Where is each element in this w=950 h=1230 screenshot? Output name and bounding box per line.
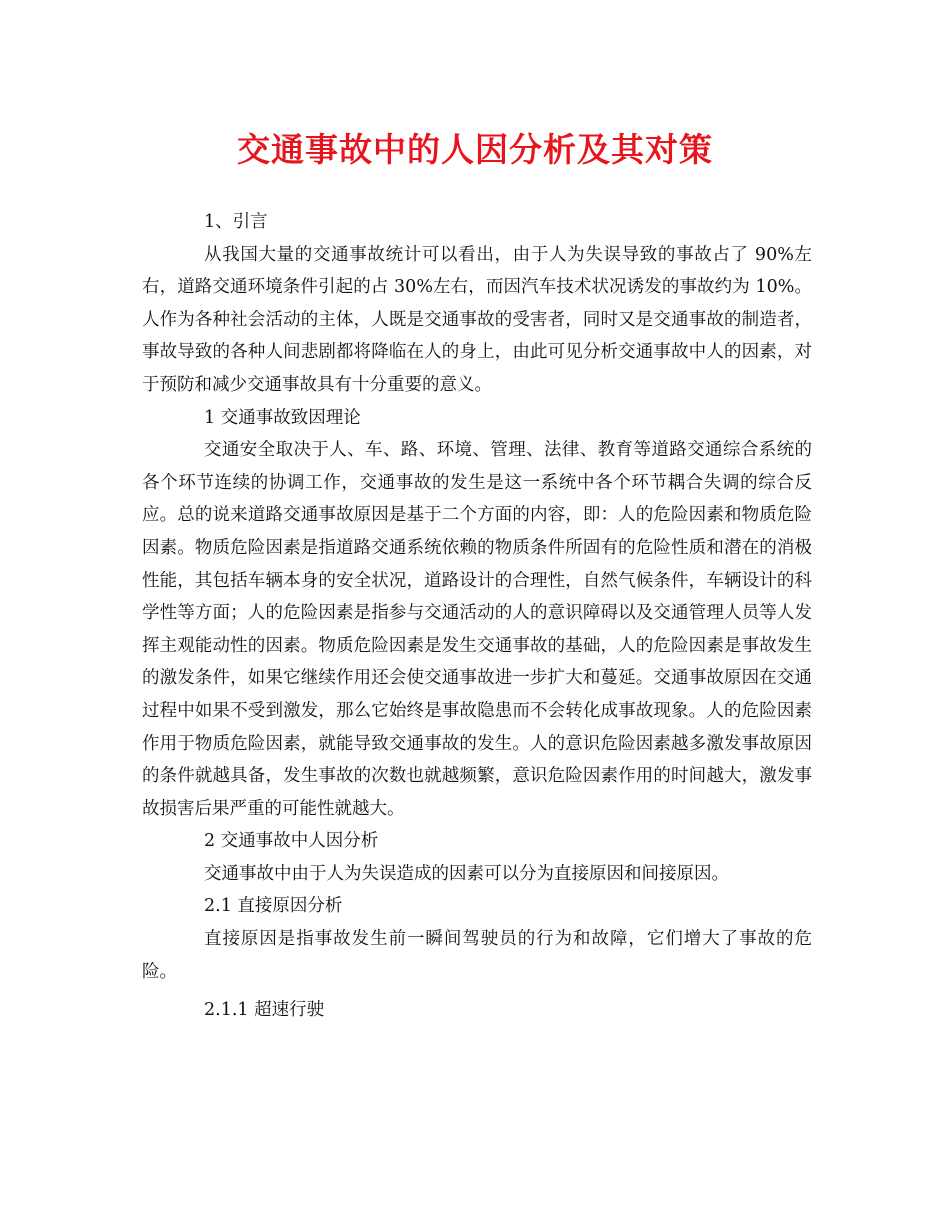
paragraph-direct-cause: 直接原因是指事故发生前一瞬间驾驶员的行为和故障，它们增大了事故的危险。 bbox=[142, 929, 812, 982]
section-heading-speeding: 2.1.1 超速行驶 bbox=[204, 1000, 325, 1021]
section-heading-human-factor-analysis: 2 交通事故中人因分析 bbox=[204, 831, 379, 852]
section-heading-intro: 1、引言 bbox=[204, 212, 268, 232]
document-title: 交通事故中的人因分析及其对策 bbox=[237, 130, 713, 169]
paragraph-human-factor-analysis: 交通事故中由于人为失误造成的因素可以分为直接原因和间接原因。 bbox=[204, 863, 729, 884]
section-heading-causation-theory: 1 交通事故致因理论 bbox=[204, 407, 361, 428]
section-heading-direct-cause: 2.1 直接原因分析 bbox=[204, 896, 343, 917]
document-body bbox=[142, 206, 812, 1027]
paragraph-intro: 从我国大量的交通事故统计可以看出，由于人为失误导致的事故占了 90%左右，道路交通环境条件引起的占 30%左右，而因汽车技术状况诱发的事故约为 10%。人作为各种社会活动的主体，人既是交通事故的受害者，同时又是交通事故的制造者，事故导致的各种人间悲剧都将降临在人的身上，由此可见分析交通事故中人的因素，对于预防和减少交通事故具有十分重要的意义。 bbox=[142, 244, 812, 395]
paragraph-causation-theory: 交通安全取决于人、车、路、环境、管理、法律、教育等道路交通综合系统的各个环节连续的协调工作，交通事故的发生是这一系统中各个环节耦合失调的综合反应。总的说来道路交通事故原因是基于二个方面的内容，即：人的危险因素和物质危险因素。物质危险因素是指道路交通系统依赖的物质条件所固有的危险性质和潜在的消极性能，其包括车辆本身的安全状况，道路设计的合理性，自然气候条件，车辆设计的科学性等方面；人的危险因素是指参与交通活动的人的意识障碍以及交通管理人员等人发挥主观能动性的因素。物质危险因素是发生交通事故的基础，人的危险因素是事故发生的激发条件，如果它继续作用还会使交通事故进一步扩大和蔓延。交通事故原因在交通过程中如果不受到激发，那么它始终是事故隐患而不会转化成事故现象。人的危险因素作用于物质危险因素，就能导致交通事故的发生。人的意识危险因素越多激发事故原因的条件就越具备，发生事故的次数也就越频繁，意识危险因素作用的时间越大，激发事故损害后果严重的可能性就越大。 bbox=[142, 440, 812, 819]
